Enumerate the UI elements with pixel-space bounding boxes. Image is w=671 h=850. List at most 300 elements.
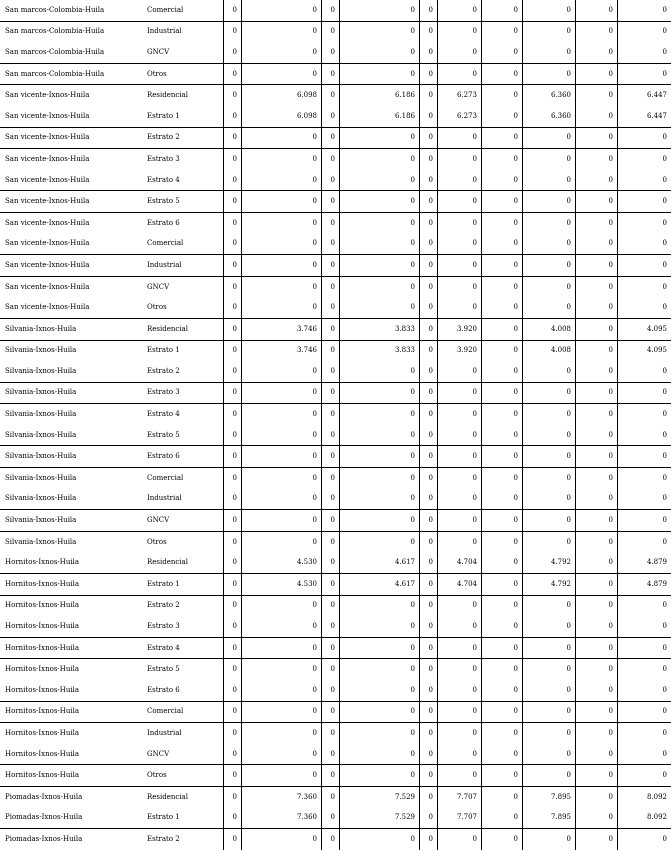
value-cell: 0 <box>482 191 523 213</box>
municipality-cell: Piomadas-Ixnos-Huila <box>0 808 142 829</box>
value-cell: 0 <box>420 340 438 361</box>
value-cell: 0 <box>576 191 618 213</box>
value-cell: 0 <box>618 63 671 85</box>
value-cell: 0 <box>482 85 523 106</box>
table-row <box>0 489 671 510</box>
value-cell: 0 <box>322 106 340 127</box>
value-cell: 0 <box>482 744 523 765</box>
value-cell: 0 <box>224 829 242 850</box>
value-cell: 0 <box>523 382 576 404</box>
value-cell: 0 <box>576 340 618 361</box>
value-cell: 0 <box>224 531 242 552</box>
value-cell: 3.746 <box>242 318 322 340</box>
table-row <box>0 318 671 340</box>
value-cell: 0 <box>523 723 576 744</box>
category-cell: Estrato 4 <box>142 170 224 191</box>
value-cell: 0 <box>224 637 242 659</box>
value-cell: 4.530 <box>242 574 322 596</box>
value-cell: 0 <box>340 127 420 149</box>
value-cell: 0 <box>618 446 671 468</box>
category-cell: Estrato 5 <box>142 425 224 446</box>
value-cell: 0 <box>523 531 576 552</box>
value-cell: 4.008 <box>523 340 576 361</box>
value-cell: 0 <box>340 42 420 63</box>
municipality-cell: Silvania-Ixnos-Huila <box>0 404 142 425</box>
category-cell: Otros <box>142 297 224 318</box>
value-cell: 0 <box>322 595 340 616</box>
municipality-cell: San vicente-Ixnos-Huila <box>0 234 142 255</box>
value-cell: 0 <box>322 786 340 807</box>
value-cell: 0 <box>242 0 322 21</box>
value-cell: 0 <box>576 318 618 340</box>
value-cell: 0 <box>523 404 576 425</box>
value-cell: 0 <box>618 234 671 255</box>
value-cell: 0 <box>340 255 420 277</box>
value-cell: 0 <box>340 382 420 404</box>
category-cell: Comercial <box>142 701 224 723</box>
value-cell: 0 <box>420 212 438 233</box>
value-cell: 0 <box>482 489 523 510</box>
value-cell: 0 <box>523 234 576 255</box>
value-cell: 0 <box>322 404 340 425</box>
value-cell: 0 <box>523 829 576 850</box>
table-row <box>0 531 671 552</box>
value-cell: 0 <box>242 723 322 744</box>
value-cell: 0 <box>482 425 523 446</box>
value-cell: 0 <box>242 659 322 680</box>
value-cell: 0 <box>224 149 242 170</box>
value-cell: 0 <box>482 595 523 616</box>
municipality-cell: Hornitos-Ixnos-Huila <box>0 637 142 659</box>
value-cell: 0 <box>438 0 482 21</box>
value-cell: 0 <box>576 276 618 297</box>
value-cell: 0 <box>523 170 576 191</box>
category-cell: Estrato 5 <box>142 191 224 213</box>
value-cell: 0 <box>576 723 618 744</box>
municipality-cell: San vicente-Ixnos-Huila <box>0 106 142 127</box>
value-cell: 0 <box>576 616 618 637</box>
value-cell: 3.920 <box>438 340 482 361</box>
value-cell: 0 <box>523 0 576 21</box>
table-row <box>0 701 671 723</box>
value-cell: 0 <box>482 234 523 255</box>
value-cell: 0 <box>340 765 420 787</box>
value-cell: 0 <box>242 170 322 191</box>
value-cell: 0 <box>438 212 482 233</box>
value-cell: 4.617 <box>340 574 420 596</box>
category-cell: Comercial <box>142 234 224 255</box>
value-cell: 0 <box>420 170 438 191</box>
value-cell: 0 <box>576 85 618 106</box>
value-cell: 0 <box>322 0 340 21</box>
value-cell: 0 <box>224 425 242 446</box>
category-cell: GNCV <box>142 42 224 63</box>
category-cell: Estrato 1 <box>142 808 224 829</box>
value-cell: 0 <box>576 552 618 573</box>
value-cell: 0 <box>340 170 420 191</box>
value-cell: 0 <box>523 744 576 765</box>
table-row <box>0 425 671 446</box>
value-cell: 0 <box>322 318 340 340</box>
value-cell: 0 <box>576 297 618 318</box>
category-cell: Estrato 6 <box>142 446 224 468</box>
value-cell: 0 <box>618 680 671 701</box>
municipality-cell: San vicente-Ixnos-Huila <box>0 85 142 106</box>
value-cell: 0 <box>438 616 482 637</box>
value-cell: 0 <box>242 191 322 213</box>
value-cell: 0 <box>224 468 242 489</box>
value-cell: 0 <box>340 361 420 382</box>
value-cell: 0 <box>438 765 482 787</box>
value-cell: 0 <box>322 468 340 489</box>
value-cell: 0 <box>322 212 340 233</box>
value-cell: 0 <box>322 765 340 787</box>
table-row <box>0 786 671 807</box>
value-cell: 0 <box>242 510 322 532</box>
value-cell: 0 <box>340 531 420 552</box>
value-cell: 0 <box>322 85 340 106</box>
value-cell: 0 <box>224 318 242 340</box>
value-cell: 0 <box>618 382 671 404</box>
table-row <box>0 191 671 213</box>
value-cell: 0 <box>322 127 340 149</box>
category-cell: Comercial <box>142 0 224 21</box>
value-cell: 0 <box>242 234 322 255</box>
value-cell: 0 <box>224 63 242 85</box>
value-cell: 0 <box>618 42 671 63</box>
table-row <box>0 510 671 532</box>
municipality-cell: San vicente-Ixnos-Huila <box>0 212 142 233</box>
value-cell: 4.704 <box>438 552 482 573</box>
municipality-cell: Hornitos-Ixnos-Huila <box>0 574 142 596</box>
value-cell: 7.895 <box>523 786 576 807</box>
value-cell: 0 <box>224 21 242 42</box>
value-cell: 0 <box>420 574 438 596</box>
municipality-cell: Hornitos-Ixnos-Huila <box>0 744 142 765</box>
category-cell: Estrato 6 <box>142 212 224 233</box>
table-row <box>0 212 671 233</box>
municipality-cell: Silvania-Ixnos-Huila <box>0 340 142 361</box>
value-cell: 0 <box>523 149 576 170</box>
value-cell: 0 <box>420 42 438 63</box>
value-cell: 0 <box>322 552 340 573</box>
value-cell: 0 <box>482 0 523 21</box>
value-cell: 0 <box>618 765 671 787</box>
municipality-cell: Silvania-Ixnos-Huila <box>0 531 142 552</box>
value-cell: 0 <box>420 808 438 829</box>
value-cell: 0 <box>576 637 618 659</box>
category-cell: Estrato 3 <box>142 149 224 170</box>
value-cell: 3.833 <box>340 318 420 340</box>
value-cell: 0 <box>482 531 523 552</box>
value-cell: 0 <box>523 297 576 318</box>
value-cell: 0 <box>482 21 523 42</box>
table-row <box>0 765 671 787</box>
category-cell: Comercial <box>142 468 224 489</box>
table-row <box>0 106 671 127</box>
category-cell: Estrato 6 <box>142 680 224 701</box>
value-cell: 0 <box>618 723 671 744</box>
value-cell: 7.529 <box>340 808 420 829</box>
value-cell: 4.008 <box>523 318 576 340</box>
value-cell: 0 <box>340 404 420 425</box>
value-cell: 0 <box>576 127 618 149</box>
value-cell: 0 <box>618 0 671 21</box>
value-cell: 0 <box>438 127 482 149</box>
value-cell: 0 <box>523 42 576 63</box>
value-cell: 0 <box>340 234 420 255</box>
value-cell: 0 <box>420 489 438 510</box>
municipality-cell: San vicente-Ixnos-Huila <box>0 191 142 213</box>
municipality-cell: Hornitos-Ixnos-Huila <box>0 701 142 723</box>
value-cell: 0 <box>523 637 576 659</box>
value-cell: 0 <box>438 701 482 723</box>
value-cell: 0 <box>482 659 523 680</box>
value-cell: 0 <box>420 680 438 701</box>
municipality-cell: Silvania-Ixnos-Huila <box>0 489 142 510</box>
table-row <box>0 149 671 170</box>
municipality-cell: San vicente-Ixnos-Huila <box>0 297 142 318</box>
value-cell: 0 <box>576 701 618 723</box>
value-cell: 0 <box>576 510 618 532</box>
value-cell: 0 <box>482 63 523 85</box>
value-cell: 0 <box>322 63 340 85</box>
value-cell: 0 <box>224 680 242 701</box>
category-cell: Residencial <box>142 85 224 106</box>
value-cell: 0 <box>322 21 340 42</box>
value-cell: 0 <box>438 531 482 552</box>
municipality-cell: San marcos-Colombia-Huila <box>0 21 142 42</box>
category-cell: Otros <box>142 531 224 552</box>
value-cell: 0 <box>523 425 576 446</box>
value-cell: 0 <box>523 127 576 149</box>
value-cell: 0 <box>523 701 576 723</box>
value-cell: 0 <box>242 489 322 510</box>
value-cell: 0 <box>438 361 482 382</box>
value-cell: 0 <box>482 297 523 318</box>
value-cell: 0 <box>482 318 523 340</box>
category-cell: Estrato 4 <box>142 404 224 425</box>
value-cell: 0 <box>576 680 618 701</box>
value-cell: 0 <box>576 404 618 425</box>
value-cell: 0 <box>420 255 438 277</box>
value-cell: 0 <box>340 212 420 233</box>
value-cell: 0 <box>482 723 523 744</box>
category-cell: Estrato 2 <box>142 829 224 850</box>
value-cell: 0 <box>482 552 523 573</box>
value-cell: 0 <box>242 701 322 723</box>
value-cell: 0 <box>420 361 438 382</box>
value-cell: 0 <box>438 170 482 191</box>
value-cell: 0 <box>576 786 618 807</box>
value-cell: 4.792 <box>523 574 576 596</box>
value-cell: 0 <box>438 659 482 680</box>
value-cell: 0 <box>322 574 340 596</box>
value-cell: 0 <box>523 212 576 233</box>
value-cell: 0 <box>618 595 671 616</box>
value-cell: 0 <box>224 723 242 744</box>
value-cell: 0 <box>224 276 242 297</box>
value-cell: 0 <box>523 489 576 510</box>
value-cell: 6.360 <box>523 106 576 127</box>
value-cell: 0 <box>340 0 420 21</box>
value-cell: 0 <box>340 510 420 532</box>
value-cell: 0 <box>224 0 242 21</box>
category-cell: Otros <box>142 765 224 787</box>
value-cell: 0 <box>618 21 671 42</box>
value-cell: 0 <box>322 637 340 659</box>
value-cell: 0 <box>482 574 523 596</box>
value-cell: 0 <box>482 106 523 127</box>
value-cell: 0 <box>618 744 671 765</box>
value-cell: 0 <box>242 361 322 382</box>
table-row <box>0 85 671 106</box>
value-cell: 0 <box>523 63 576 85</box>
value-cell: 0 <box>322 297 340 318</box>
value-cell: 0 <box>576 21 618 42</box>
value-cell: 0 <box>482 149 523 170</box>
municipality-cell: Piomadas-Ixnos-Huila <box>0 829 142 850</box>
value-cell: 0 <box>482 382 523 404</box>
category-cell: Residencial <box>142 318 224 340</box>
value-cell: 0 <box>420 701 438 723</box>
municipality-cell: Hornitos-Ixnos-Huila <box>0 659 142 680</box>
value-cell: 0 <box>523 468 576 489</box>
value-cell: 0 <box>482 468 523 489</box>
table-row <box>0 340 671 361</box>
value-cell: 0 <box>576 659 618 680</box>
value-cell: 4.095 <box>618 318 671 340</box>
value-cell: 0 <box>482 340 523 361</box>
table-row <box>0 829 671 850</box>
value-cell: 0 <box>618 425 671 446</box>
value-cell: 0 <box>420 0 438 21</box>
value-cell: 0 <box>482 361 523 382</box>
value-cell: 0 <box>523 191 576 213</box>
value-cell: 0 <box>224 85 242 106</box>
value-cell: 0 <box>523 765 576 787</box>
value-cell: 0 <box>224 552 242 573</box>
value-cell: 0 <box>576 361 618 382</box>
value-cell: 0 <box>242 744 322 765</box>
value-cell: 0 <box>224 744 242 765</box>
value-cell: 0 <box>438 234 482 255</box>
table-row <box>0 723 671 744</box>
value-cell: 0 <box>322 723 340 744</box>
value-cell: 0 <box>576 212 618 233</box>
value-cell: 0 <box>438 468 482 489</box>
value-cell: 0 <box>242 468 322 489</box>
value-cell: 0 <box>618 297 671 318</box>
value-cell: 0 <box>618 404 671 425</box>
value-cell: 0 <box>576 574 618 596</box>
value-cell: 0 <box>420 63 438 85</box>
value-cell: 6.186 <box>340 85 420 106</box>
value-cell: 4.704 <box>438 574 482 596</box>
table-row <box>0 552 671 573</box>
value-cell: 0 <box>438 63 482 85</box>
table-row <box>0 616 671 637</box>
value-cell: 0 <box>576 234 618 255</box>
value-cell: 0 <box>322 446 340 468</box>
value-cell: 0 <box>322 170 340 191</box>
value-cell: 7.707 <box>438 786 482 807</box>
value-cell: 0 <box>438 595 482 616</box>
value-cell: 0 <box>482 680 523 701</box>
value-cell: 0 <box>340 701 420 723</box>
value-cell: 0 <box>576 255 618 277</box>
value-cell: 0 <box>482 170 523 191</box>
value-cell: 0 <box>420 531 438 552</box>
value-cell: 0 <box>420 234 438 255</box>
value-cell: 0 <box>576 829 618 850</box>
municipality-cell: Silvania-Ixnos-Huila <box>0 382 142 404</box>
value-cell: 0 <box>242 616 322 637</box>
category-cell: Otros <box>142 63 224 85</box>
value-cell: 0 <box>340 191 420 213</box>
value-cell: 0 <box>340 829 420 850</box>
value-cell: 0 <box>340 63 420 85</box>
value-cell: 0 <box>523 659 576 680</box>
value-cell: 7.895 <box>523 808 576 829</box>
value-cell: 7.707 <box>438 808 482 829</box>
value-cell: 4.617 <box>340 552 420 573</box>
category-cell: GNCV <box>142 276 224 297</box>
value-cell: 0 <box>242 297 322 318</box>
category-cell: Industrial <box>142 489 224 510</box>
value-cell: 0 <box>224 382 242 404</box>
value-cell: 0 <box>618 468 671 489</box>
value-cell: 0 <box>618 212 671 233</box>
municipality-cell: San vicente-Ixnos-Huila <box>0 276 142 297</box>
value-cell: 0 <box>576 744 618 765</box>
value-cell: 0 <box>224 404 242 425</box>
value-cell: 0 <box>322 808 340 829</box>
category-cell: Industrial <box>142 723 224 744</box>
value-cell: 0 <box>482 616 523 637</box>
table-row <box>0 382 671 404</box>
value-cell: 0 <box>420 149 438 170</box>
value-cell: 0 <box>420 21 438 42</box>
table-row <box>0 276 671 297</box>
table-row <box>0 468 671 489</box>
value-cell: 0 <box>242 276 322 297</box>
value-cell: 0 <box>242 212 322 233</box>
value-cell: 0 <box>224 255 242 277</box>
value-cell: 0 <box>420 637 438 659</box>
value-cell: 0 <box>618 510 671 532</box>
value-cell: 0 <box>242 595 322 616</box>
value-cell: 0 <box>576 446 618 468</box>
value-cell: 0 <box>618 829 671 850</box>
value-cell: 0 <box>242 149 322 170</box>
value-cell: 8.092 <box>618 786 671 807</box>
category-cell: Industrial <box>142 255 224 277</box>
value-cell: 0 <box>340 297 420 318</box>
value-cell: 0 <box>420 595 438 616</box>
value-cell: 0 <box>438 42 482 63</box>
table-row <box>0 234 671 255</box>
value-cell: 0 <box>242 680 322 701</box>
value-cell: 0 <box>340 744 420 765</box>
value-cell: 0 <box>224 106 242 127</box>
value-cell: 0 <box>618 489 671 510</box>
municipality-cell: Silvania-Ixnos-Huila <box>0 510 142 532</box>
value-cell: 6.273 <box>438 85 482 106</box>
value-cell: 0 <box>420 659 438 680</box>
value-cell: 0 <box>576 765 618 787</box>
value-cell: 0 <box>523 616 576 637</box>
